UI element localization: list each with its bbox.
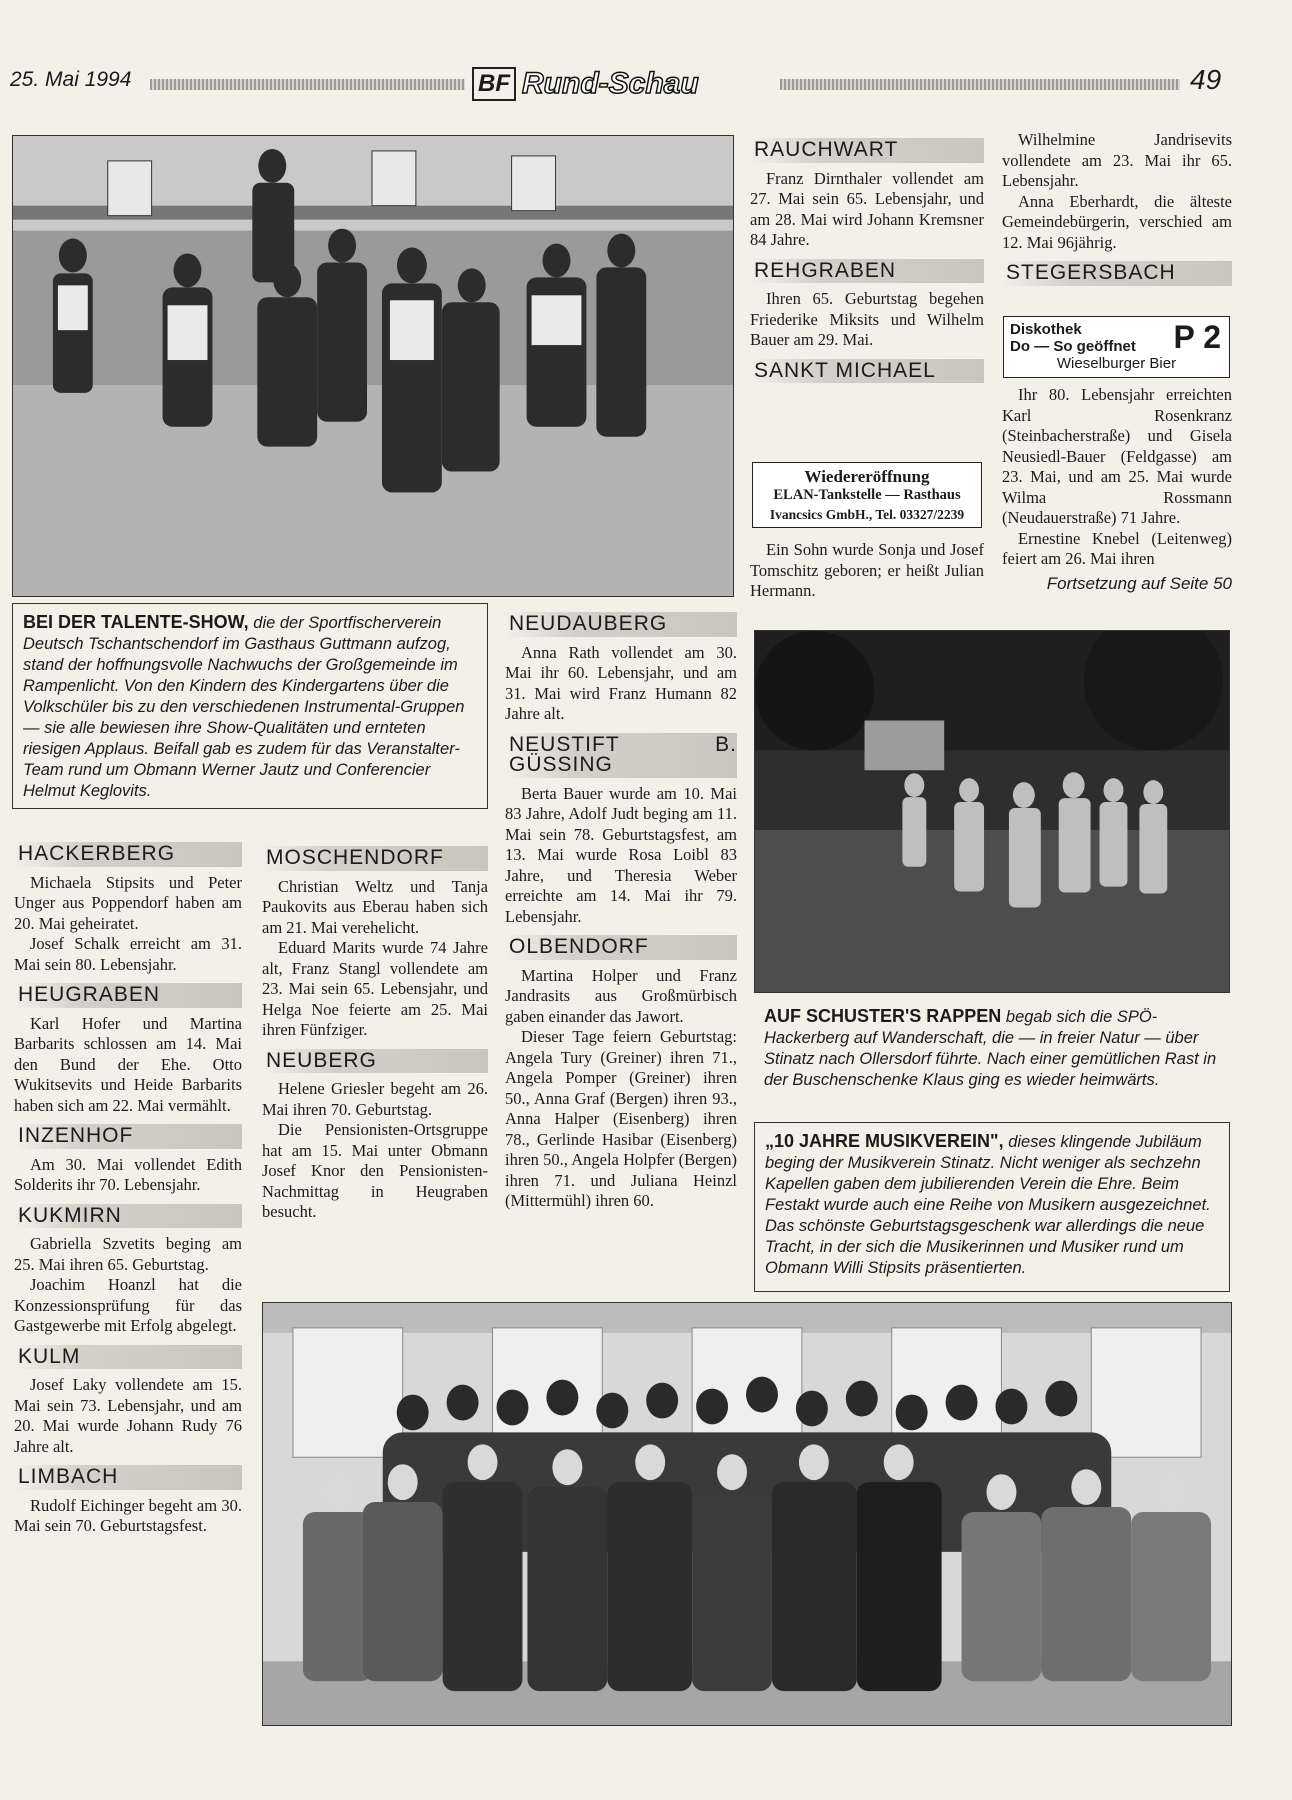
text-neustift: Berta Bauer wurde am 10. Mai 83 Jahre, Adolf Judt beging am 11. Mai sein 78. Geburtstagsfest, am 13. Mai wurde Rosa Loibl 83 Jahre, und Theresia Weber erreichte am 14. Mai ihr 79. Lebensjahr. (505, 783, 737, 926)
heading-limbach: LIMBACH (14, 1465, 242, 1490)
heading-hackerberg: HACKERBERG (14, 842, 242, 867)
column-rauchwart (750, 138, 984, 389)
text-moschendorf-2: Eduard Marits wurde 74 Jahre alt, Franz Stangl vollendete am 23. Mai sein 65. Lebensjahr, und Helga Noe feierte am 25. Mai ihren Fünfziger. (262, 938, 488, 1039)
caption-rappen-text: begab sich die SPÖ-Hackerberg auf Wanderschaft, die — in freier Natur — über Stinatz nach Ollersdorf führte. Nach einer gemütlichen Rast in der Buschenschenke Klaus ging es wieder heimwärts. (764, 1008, 1217, 1089)
text-sankt-michael: Ein Sohn wurde Sonja und Josef Tomschitz geboren; er heißt Julian Hermann. (750, 540, 984, 600)
ad-diskothek-big: P 2 (1173, 319, 1221, 355)
text-kukmirn-2: Joachim Hoanzl hat die Konzessionsprüfung für das Gastgewerbe mit Erfolg abgelegt. (14, 1275, 242, 1335)
caption-musikverein (754, 1122, 1230, 1292)
text-stegersbach-2: Ernestine Knebel (Leitenweg) feiert am 26. Mai ihren (1002, 528, 1232, 568)
text-neudauberg: Anna Rath vollendet am 30. Mai ihr 60. Lebensjahr, und am 31. Mai wird Franz Humann 82 Jahre alt. (505, 642, 737, 723)
text-stegersbach-1: Ihr 80. Lebensjahr erreichten Karl Rosenkranz (Steinbacherstraße) und Gisela Neusiedl-Bauer (Feldgasse) am 23. Mai, und am 25. Mai wurde Wilma Rossmann (Neudauerstraße) 71 Jahre. (1002, 385, 1232, 527)
ad-diskothek-beer: Wieselburger Bier (1056, 355, 1177, 372)
column-sankt-michael-text (750, 540, 984, 602)
text-kukmirn-1: Gabriella Szvetits beging am 25. Mai ihren 65. Geburtstag. (14, 1234, 242, 1274)
logo-bf: BF (472, 67, 516, 101)
ad-wiedereroeffnung (752, 462, 982, 528)
photo-schusters-rappen (754, 630, 1230, 993)
column-hackerberg (14, 842, 242, 1545)
text-hackerberg-2: Josef Schalk erreicht am 31. Mai sein 80. Lebensjahr. (14, 934, 242, 974)
text-rauchwart: Franz Dirnthaler vollendet am 27. Mai sein 65. Lebensjahr, und am 28. Mai wird Johann Kremsner 84 Jahre. (750, 168, 984, 249)
column-neudauberg (505, 612, 737, 1220)
talente-show-illustration (13, 136, 733, 596)
page-number: 49 (1190, 64, 1222, 95)
caption-talente-text: die der Sportfischerverein Deutsch Tschantschendorf im Gasthaus Guttmann aufzog, stand der hoffnungsvolle Nachwuchs der Großgemeinde im Rampenlicht. Von den Kindern des Kindergartens über die Volkschüler bis zu den verschiedenen Instrumental-Gruppen — sie alle bewiesen ihre Show-Qualitäten und ernteten riesigen Applaus. Beifall gab es zudem für das Veranstalter-Team rund um Obmann Werner Jautz und Conferencier Helmut Keglovits. (23, 614, 465, 800)
header-rule-left (150, 79, 465, 90)
text-heugraben: Karl Hofer und Martina Barbarits schlossen am 14. Mai den Bund der Ehe. Otto Wukitsevits und Heide Barbarits haben sich am 22. Mai vermählt. (14, 1013, 242, 1115)
heading-neudauberg: NEUDAUBERG (505, 612, 737, 637)
text-olbendorf-2: Dieser Tage feiern Geburtstag: Angela Tury (Greiner) ihren 71., Angela Pomper (Greiner) ihren 50., Anna Graf (Bergen) ihren 93., Anna Halper (Eisenberg) ihren 78., Gerlinde Hasibar (Eisenberg) ihren 50., Angela Holpfer (Bergen) ihren 71. und Juliana Heinzl (Mittermühl) ihren 60. (505, 1027, 737, 1210)
heading-neustift: NEUSTIFT B. GÜSSING (505, 733, 737, 778)
text-limbach: Rudolf Eichinger begeht am 30. Mai sein 70. Geburtstagsfest. (14, 1495, 242, 1535)
column-stegersbach (1002, 385, 1232, 594)
text-neuberg-1: Helene Griesler begeht am 26. Mai ihren 70. Geburtstag. (262, 1079, 488, 1119)
text-rehgraben: Ihren 65. Geburtstag begehen Friederike Miksits und Wilhelm Bauer am 29. Mai. (750, 289, 984, 349)
photo-talente-show (12, 135, 734, 597)
text-stegersbach-top-1: Wilhelmine Jandrisevits vollendete am 23. Mai ihr 65. Lebensjahr. (1002, 130, 1232, 190)
ad-diskothek (1003, 316, 1230, 378)
heading-rauchwart: RAUCHWART (750, 138, 984, 163)
heading-heugraben: HEUGRABEN (14, 983, 242, 1008)
caption-rappen-lead: AUF SCHUSTER'S RAPPEN (764, 1006, 1002, 1026)
text-inzenhof: Am 30. Mai vollendet Edith Solderits ihr 70. Lebensjahr. (14, 1154, 242, 1194)
column-moschendorf (262, 846, 488, 1231)
caption-schusters-rappen (754, 998, 1230, 1098)
caption-musikverein-text: dieses klingende Jubiläum beging der Musikverein Stinatz. Nicht weniger als sechzehn Kapellen gaben dem jubilierenden Verein die Ehre. Beim Festakt wurde auch eine Reihe von Musikern ausgezeichnet. Das schönste Geburtstagsgeschenk war allerdings die neue Tracht, in der sich die Musikerinnen und Musiker rund um Obmann Willi Stipsits präsentierten. (765, 1133, 1211, 1277)
ad-wiedereroeffnung-line2: ELAN-Tankstelle — Rasthaus (773, 487, 961, 503)
heading-sankt-michael: SANKT MICHAEL (750, 359, 984, 384)
heading-olbendorf: OLBENDORF (505, 935, 737, 960)
heading-kukmirn: KUKMIRN (14, 1204, 242, 1229)
continued-note: Fortsetzung auf Seite 50 (1046, 573, 1232, 593)
masthead-logo (472, 64, 772, 104)
logo-name: Rund-Schau (522, 67, 699, 100)
text-moschendorf-1: Christian Weltz und Tanja Paukovits aus Eberau haben sich am 21. Mai verehelicht. (262, 876, 488, 937)
caption-talente-show (12, 603, 488, 809)
caption-talente-lead: BEI DER TALENTE-SHOW, (23, 612, 249, 632)
header-rule-right (780, 79, 1180, 90)
ad-wiedereroeffnung-title: Wiedereröffnung (804, 467, 930, 486)
photo-musikverein (262, 1302, 1232, 1726)
text-kulm: Josef Laky vollendete am 15. Mai sein 73. Lebensjahr, und am 20. Mai wurde Johann Rudy 76 Jahre alt. (14, 1375, 242, 1456)
heading-inzenhof: INZENHOF (14, 1124, 242, 1149)
issue-date: 25. Mai 1994 (10, 68, 132, 91)
rappen-illustration (755, 631, 1229, 992)
musikverein-illustration (263, 1303, 1231, 1725)
heading-moschendorf: MOSCHENDORF (262, 846, 488, 871)
text-hackerberg-1: Michaela Stipsits und Peter Unger aus Poppendorf haben am 20. Mai geheiratet. (14, 872, 242, 933)
ad-wiedereroeffnung-line3: Ivancsics GmbH., Tel. 03327/2239 (769, 507, 965, 522)
text-stegersbach-top-2: Anna Eberhardt, die älteste Gemeindebürgerin, verschied am 12. Mai 96jährig. (1002, 191, 1232, 252)
ad-diskothek-title: Diskothek (1010, 321, 1082, 338)
caption-musikverein-lead: „10 JAHRE MUSIKVEREIN", (765, 1131, 1004, 1151)
heading-kulm: KULM (14, 1345, 242, 1370)
heading-rehgraben: REHGRABEN (750, 259, 984, 284)
heading-neuberg: NEUBERG (262, 1049, 488, 1074)
heading-stegersbach: STEGERSBACH (1002, 261, 1232, 286)
text-neuberg-2: Die Pensionisten-Ortsgruppe hat am 15. Mai unter Obmann Josef Knor den Pensionisten-Nachmittag in Heugraben besucht. (262, 1120, 488, 1221)
column-stegersbach-top (1002, 130, 1232, 292)
text-olbendorf-1: Martina Holper und Franz Jandrasits aus Großmürbisch gaben einander das Jawort. (505, 965, 737, 1026)
ad-diskothek-hours: Do — So geöffnet (1010, 338, 1136, 355)
